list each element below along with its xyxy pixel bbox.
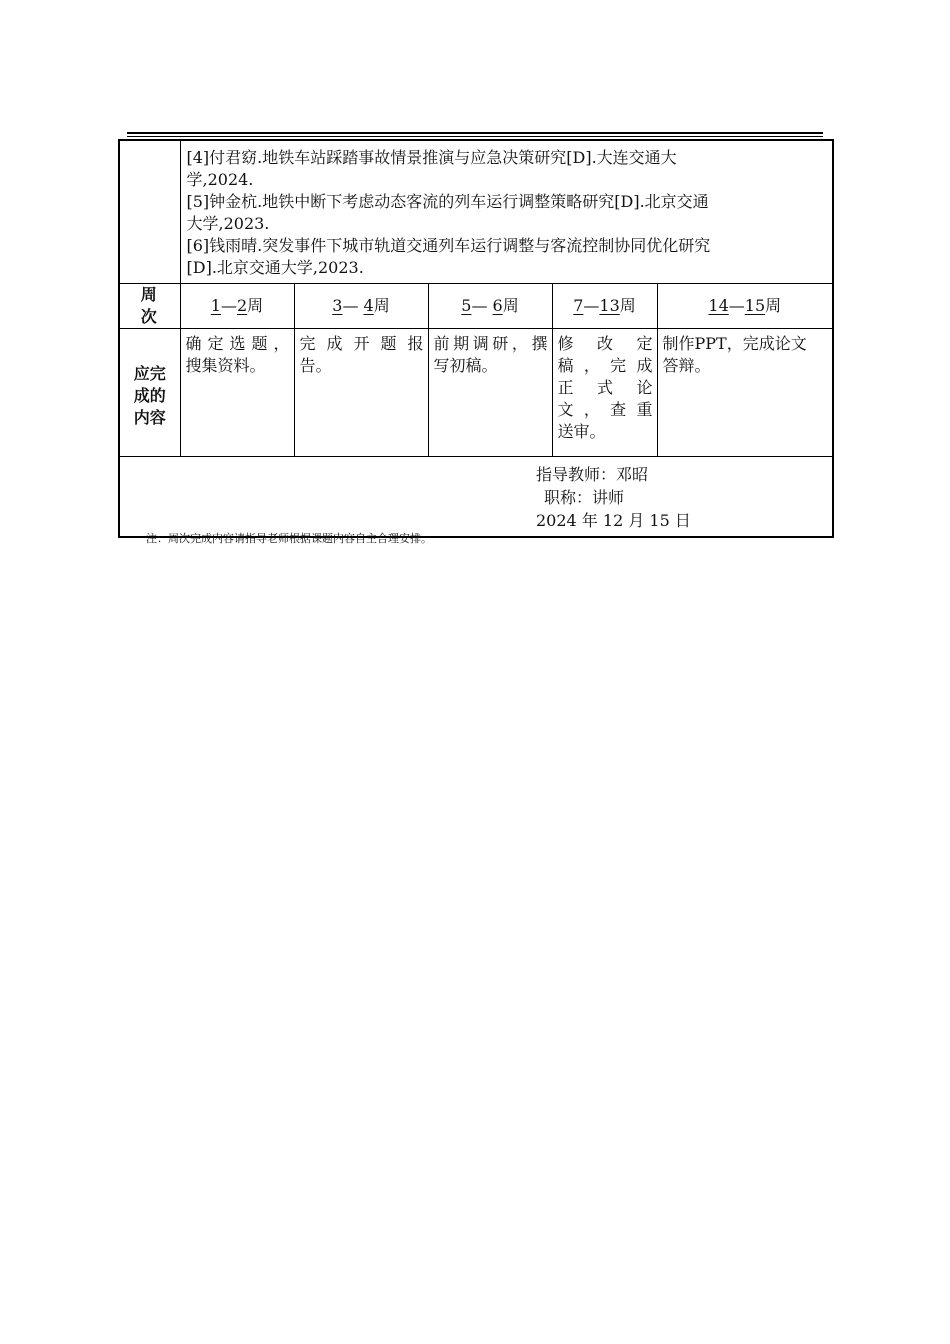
content-week-3: 前期调研，撰 写初稿。 — [428, 328, 552, 456]
top-rule-thin — [127, 136, 823, 137]
reference-4-line1: [4]付君窈.地铁车站踩踏事故情景推演与应急决策研究[D].大连交通大 — [186, 148, 677, 167]
reference-4-line2: 学,2024. — [186, 170, 254, 189]
signature-cell — [119, 456, 833, 537]
references-row — [119, 140, 833, 283]
week-5: 14—15周 — [657, 283, 833, 328]
week-1: 1—2周 — [180, 283, 294, 328]
sign-date: 2024 年 12 月 15 日 — [536, 510, 691, 530]
signature-row — [119, 456, 833, 537]
footnote: 注：周次完成内容请指导老师根据课题内容自主合理安排。 — [146, 532, 432, 545]
reference-6-line2: [D].北京交通大学,2023. — [186, 258, 364, 277]
content-week-1: 确定选题， 搜集资料。 — [180, 328, 294, 456]
week-3: 5— 6周 — [428, 283, 552, 328]
content-week-5: 制作PPT，完成论文 答辩。 — [657, 328, 833, 456]
week-4: 7—13周 — [552, 283, 657, 328]
top-rule-thick — [127, 132, 823, 134]
references-label-cell — [119, 140, 180, 283]
week-label: 周 次 — [119, 283, 180, 328]
week-2: 3— 4周 — [294, 283, 428, 328]
content-week-4: 修 改 定 稿 ， 完 成 正 式 论 文 ， 查 重 送审。 — [552, 328, 657, 456]
content-row — [119, 328, 833, 456]
advisor-name: 指导教师：邓昭 — [536, 464, 649, 484]
reference-5-line1: [5]钟金杭.地铁中断下考虑动态客流的列车运行调整策略研究[D].北京交通 — [186, 192, 709, 211]
reference-6-line1: [6]钱雨晴.突发事件下城市轨道交通列车运行调整与客流控制协同优化研究 — [186, 236, 711, 255]
week-row — [119, 283, 833, 328]
content-label: 应完 成的 内容 — [119, 328, 180, 456]
advisor-title: 职称：讲师 — [544, 487, 625, 507]
task-schedule-table — [118, 139, 834, 538]
content-week-2: 完 成 开 题 报 告。 — [294, 328, 428, 456]
signature-block — [536, 463, 832, 532]
references-cell — [180, 140, 833, 283]
reference-5-line2: 大学,2023. — [186, 214, 270, 233]
